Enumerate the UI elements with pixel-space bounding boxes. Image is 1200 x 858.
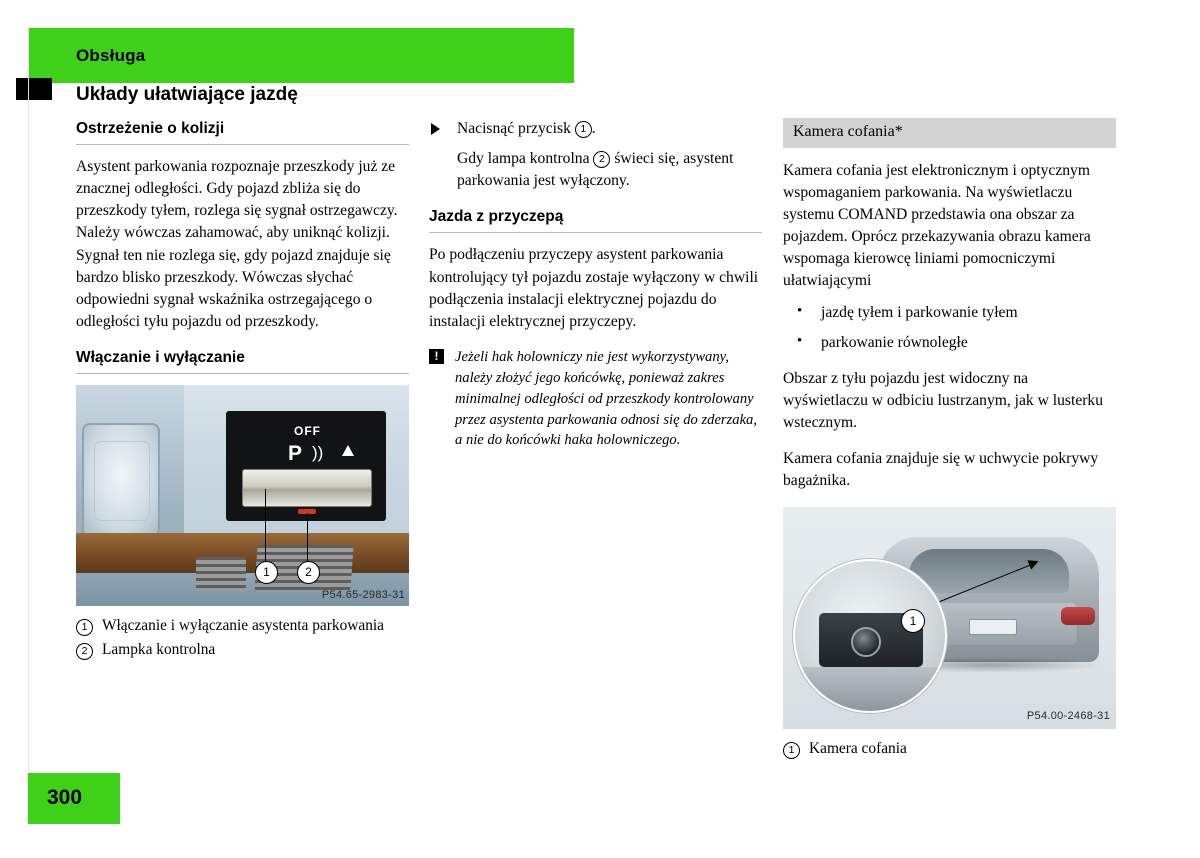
instrument-cluster <box>82 423 160 537</box>
column-left <box>76 118 409 664</box>
figure-rear-view-camera <box>783 507 1116 729</box>
camera-features-list <box>783 302 1116 354</box>
car-icon <box>342 445 354 456</box>
figure-marker-1: 1 <box>901 609 925 633</box>
step-cont-post: świeci się, asystent parkowania jest wyłączony. <box>457 150 734 190</box>
legend-text: Kamera cofania <box>809 739 907 757</box>
instruction-step-continuation <box>429 148 762 192</box>
divider <box>76 144 409 145</box>
paragraph-trailer-towing: Po podłączeniu przyczepy asystent parkowania kontrolujący tył pojazdu zostaje wyłączony w chwili podłączenia instalacji elektrycznej pojazdu do instalacji elektrycznej przyczepy. <box>429 246 759 330</box>
parking-p-symbol: P <box>288 442 303 466</box>
air-vent-small <box>196 557 246 591</box>
leader-line-1 <box>265 489 266 561</box>
figure-parking-assist-switch <box>76 385 409 606</box>
legend-text: Włączanie i wyłączanie asystenta parkowania <box>102 617 385 635</box>
step-text-pre: Nacisnąć przycisk <box>457 120 571 137</box>
section-title: Obsługa <box>76 46 146 65</box>
step-marker-1: 1 <box>575 121 592 138</box>
trunk-handle-strip <box>795 667 945 711</box>
page-number: 300 <box>47 786 83 809</box>
paragraph-camera-intro: Kamera cofania jest elektronicznym i optycznym wspomaganiem parkowania. Na wyświetlaczu systemu COMAND przedstawia ona obszar za pojazdem. Oprócz przekazywania obrazu kamera wspomaga kierowcę liniami pomocniczymi ułatwiającymi <box>783 161 1091 290</box>
page-edge-line <box>28 28 29 824</box>
heading-trailer-towing: Jazda z przyczepą <box>429 208 564 226</box>
column-middle <box>429 118 762 465</box>
leader-line-2 <box>307 513 308 561</box>
divider <box>76 373 409 374</box>
page-title: Układy ułatwiające jazdę <box>76 84 298 105</box>
legend-item <box>76 640 409 661</box>
figure-legend-right <box>783 739 1116 760</box>
paragraph-collision-warning: Asystent parkowania rozpoznaje przeszkody już ze znacznej odległości. Gdy pojazd zbliża się do przeszkody tyłem, rozlega się sygnał ostrzegawczy. Należy wówczas zahamować, aby uniknąć kolizji. Sygnał ten nie rozlega się, gdy pojazd znajduje się bardzo blisko przeszkody. Wówczas słychać odpowiedni sygnał wskaźnika ostrzegającego o odległości tyłu pojazdu od przeszkody. <box>76 158 398 330</box>
parking-assist-switch <box>242 469 372 507</box>
legend-item <box>783 739 1116 760</box>
step-marker-2: 2 <box>593 151 610 168</box>
step-cont-pre: Gdy lampa kontrolna <box>457 150 590 168</box>
figure-marker-2: 2 <box>297 561 320 584</box>
rear-window <box>909 549 1069 593</box>
warning-note <box>429 347 762 451</box>
heading-rear-view-camera: Kamera cofania* <box>783 118 1116 148</box>
legend-text: Lampka kontrolna <box>102 640 216 658</box>
figure-legend-left <box>76 616 409 661</box>
figure-marker-1: 1 <box>255 561 278 584</box>
legend-marker: 2 <box>76 643 93 660</box>
figure-code: P54.00-2468-31 <box>1026 709 1110 722</box>
divider <box>429 232 762 233</box>
list-item: • parkowanie równoległe <box>805 332 1116 354</box>
step-text-post: . <box>591 120 596 137</box>
figure-code: P54.65-2983-31 <box>321 588 405 601</box>
off-label: OFF <box>294 424 321 439</box>
camera-detail-callout <box>793 559 947 713</box>
instruction-step <box>429 118 762 140</box>
paragraph-mirror-image: Obszar z tyłu pojazdu jest widoczny na wyświetlaczu w odbiciu lustrzanym, jak w lusterku wstecznym. <box>783 369 1104 432</box>
warning-note-text: Jeżeli hak holowniczy nie jest wykorzystywany, należy złożyć jego końcówkę, ponieważ zakres minimalnej odległości od przeszkody kontrolowany przez asystenta parkowania odnosi się do zderzaka, a nie do końcówki haka holowniczego. <box>455 348 758 449</box>
signal-waves-icon: )) <box>312 443 324 463</box>
exclamation-icon: ! <box>429 349 444 364</box>
license-plate <box>969 619 1017 635</box>
heading-collision-warning: Ostrzeżenie o kolizji <box>76 120 225 137</box>
camera-lens <box>851 627 881 657</box>
heading-switch-on-off: Włączanie i wyłączanie <box>76 349 245 367</box>
column-right <box>783 118 1116 762</box>
list-item: • jazdę tyłem i parkowanie tyłem <box>805 302 1116 324</box>
tail-light-right <box>1061 607 1095 625</box>
chapter-tab-marker <box>16 78 52 100</box>
paragraph-camera-location: Kamera cofania znajduje się w uchwycie pokrywy bagażnika. <box>783 450 1099 490</box>
legend-item <box>76 616 409 637</box>
legend-marker: 1 <box>76 619 93 636</box>
legend-marker: 1 <box>783 742 800 759</box>
step-arrow-icon <box>431 123 440 135</box>
